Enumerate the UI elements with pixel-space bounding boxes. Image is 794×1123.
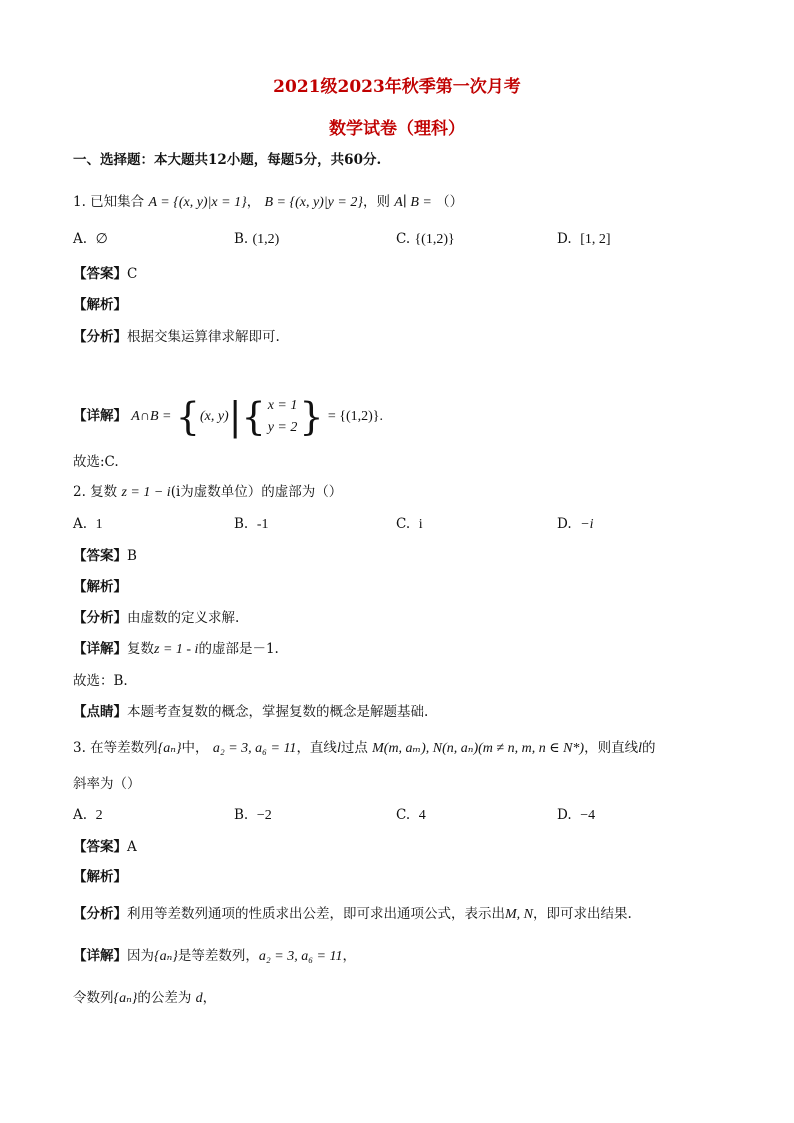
- q3-analysis: 【解析】: [73, 869, 127, 885]
- q1-option-c: C. {(1,2)}: [396, 231, 455, 247]
- q2-analysis: 【解析】: [73, 579, 127, 595]
- q1-option-a: A. ∅: [73, 231, 108, 247]
- q1-conclusion: 故选:C.: [73, 454, 119, 470]
- q2-answer: 【答案】B: [73, 548, 137, 564]
- q2-dianjing: 【点睛】本题考查复数的概念，掌握复数的概念是解题基础.: [73, 704, 429, 720]
- section-heading: 一、选择题：本大题共12小题，每题5分，共60分.: [73, 152, 382, 168]
- q1-answer: 【答案】C: [73, 266, 138, 282]
- q3-xiangjie: 【详解】因为{aₙ}是等差数列，a₂ = 3, a₆ = 11，: [73, 948, 356, 964]
- q1-option-d: D. [1, 2]: [557, 231, 611, 247]
- q2-option-b: B. -1: [234, 516, 269, 532]
- q1-stem: 1. 已知集合 A = {(x, y)|x = 1}， B = {(x, y)|y = 2}，则 A∣ B = （）: [73, 194, 464, 210]
- q2-fenxi: 【分析】由虚数的定义求解.: [73, 610, 240, 626]
- q1-expr: A∣ B =: [394, 195, 432, 210]
- q3-fenxi: 【分析】利用等差数列通项的性质求出公差，即可求出通项公式，表示出M, N，即可求出结果.: [73, 906, 632, 922]
- q2-option-d: D. −i: [557, 516, 594, 532]
- q3-stem: 3. 在等差数列{aₙ}中， a₂ = 3, a₆ = 11，直线l过点 M(m, aₘ), N(n, aₙ)(m ≠ n, m, n ∈ N*)，则直线l的: [73, 740, 656, 756]
- q3-option-b: B. −2: [234, 807, 272, 823]
- exam-subtitle: 数学试卷（理科）: [329, 119, 465, 139]
- q2-xiangjie: 【详解】复数z = 1 - i的虚部是－1.: [73, 641, 279, 657]
- q3-stem-line2: 斜率为（）: [73, 776, 141, 792]
- q1-set-a: A = {(x, y)|x = 1}: [148, 195, 247, 210]
- q1-option-b: B. (1,2): [234, 231, 280, 247]
- q1-xiangjie: 【详解】 A∩B = {(x, y)|{ x = 1 y = 2 } = {(1,2)}.: [73, 394, 384, 439]
- q2-option-c: C. i: [396, 516, 423, 532]
- q2-conclusion: 故选：B.: [73, 673, 128, 689]
- q3-option-c: C. 4: [396, 807, 426, 823]
- exam-title: 2021级2023年秋季第一次月考: [273, 77, 521, 97]
- q3-answer: 【答案】A: [73, 839, 137, 855]
- q1-analysis: 【解析】: [73, 297, 127, 313]
- q3-option-a: A. 2: [73, 807, 103, 823]
- q3-last-line: 令数列{aₙ}的公差为 d，: [73, 990, 217, 1006]
- q2-stem: 2. 复数 z = 1 − i(i为虚数单位）的虚部为（）: [73, 484, 343, 500]
- q1-set-b: B = {(x, y)|y = 2}: [264, 195, 363, 210]
- q2-option-a: A. 1: [73, 516, 103, 532]
- q3-option-d: D. −4: [557, 807, 596, 823]
- q1-fenxi: 【分析】根据交集运算律求解即可.: [73, 329, 280, 345]
